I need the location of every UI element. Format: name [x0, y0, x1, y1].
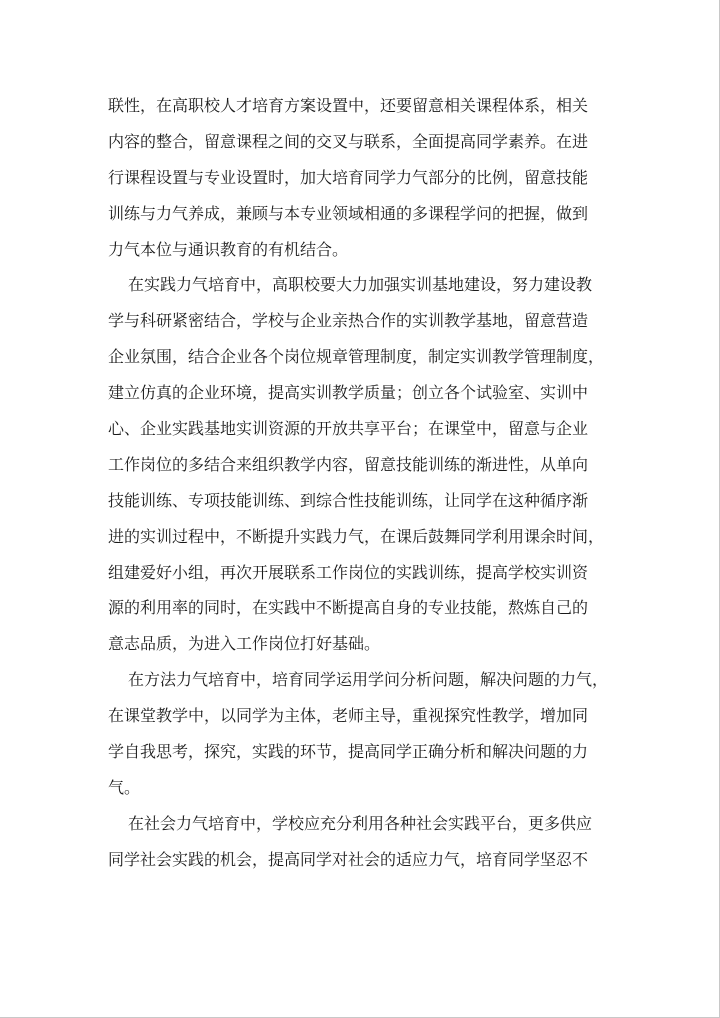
- text-line: 内容的整合，留意课程之间的交叉与联系，全面提高同学素养。在进: [108, 131, 589, 151]
- text-line: 企业氛围，结合企业各个岗位规章管理制度，制定实训教学管理制度，: [108, 347, 605, 367]
- paragraph-4: [108, 806, 614, 878]
- text-line: 气。: [108, 777, 141, 797]
- text-line: 心、企业实践基地实训资源的开放共享平台；在课堂中，留意与企业: [108, 419, 589, 439]
- text-line: 工作岗位的多结合来组织教学内容，留意技能训练的渐进性，从单向: [108, 454, 589, 474]
- text-line: 建立仿真的企业环境，提高实训教学质量；创立各个试验室、实训中: [108, 383, 589, 403]
- text-line: 在课堂教学中，以同学为主体，老师主导，重视探究性教学，增加同: [108, 706, 589, 726]
- text-line: 学与科研紧密结合，学校与企业亲热合作的实训教学基地，留意营造: [108, 311, 589, 331]
- document-body: [108, 88, 614, 878]
- text-line: 训练与力气养成，兼顾与本专业领域相通的多课程学问的把握，做到: [108, 203, 589, 223]
- text-line: 联性，在高职校人才培育方案设置中，还要留意相关课程体系，相关: [108, 96, 589, 115]
- paragraph-1: [108, 88, 614, 267]
- text-line: 源的利用率的同时，在实践中不断提高自身的专业技能，熬炼自己的: [108, 598, 589, 618]
- text-line: 意志品质，为进入工作岗位打好基础。: [108, 634, 381, 654]
- text-line: 学自我思考，探究，实践的环节，提高同学正确分析和解决问题的力: [108, 742, 589, 762]
- text-line: 进的实训过程中，不断提升实践力气，在课后鼓舞同学利用课余时间，: [108, 526, 605, 546]
- paragraph-2: [108, 267, 614, 662]
- text-line: 力气本位与通识教育的有机结合。: [108, 239, 349, 259]
- text-line: 在方法力气培育中，培育同学运用学问分析问题，解决问题的力气，: [128, 670, 609, 690]
- text-line: 同学社会实践的机会，提高同学对社会的适应力气，培育同学坚忍不: [108, 849, 589, 869]
- text-line: 行课程设置与专业设置时，加大培育同学力气部分的比例，留意技能: [108, 167, 589, 187]
- text-line: 组建爱好小组，再次开展联系工作岗位的实践训练，提高学校实训资: [108, 562, 589, 582]
- paragraph-3: [108, 662, 614, 806]
- text-line: 在社会力气培育中，学校应充分利用各种社会实践平台，更多供应: [128, 813, 593, 833]
- text-line: 技能训练、专项技能训练、到综合性技能训练，让同学在这种循序渐: [108, 490, 589, 510]
- text-line: 在实践力气培育中，高职校要大力加强实训基地建设，努力建设教: [128, 275, 593, 295]
